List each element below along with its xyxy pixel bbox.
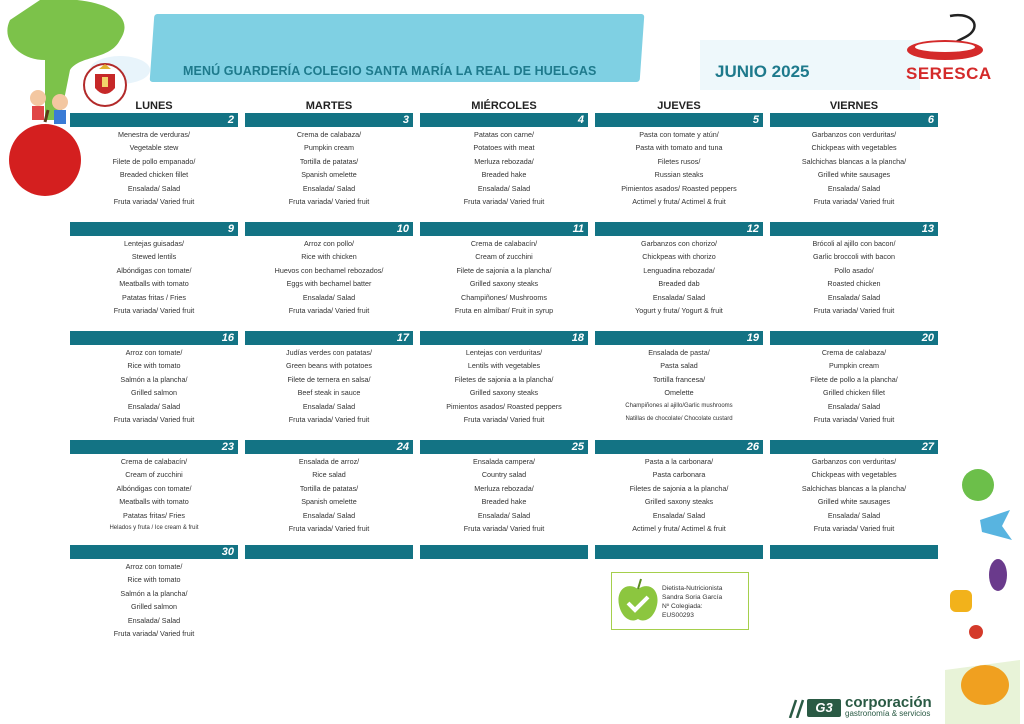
day-header-bar	[420, 331, 588, 345]
day-menu	[770, 128, 938, 208]
day-number: 6	[927, 114, 934, 126]
menu-item: Fruta variada/ Varied fruit	[463, 414, 545, 424]
menu-item: Patatas con carne/	[474, 130, 534, 139]
menu-item: Ensalada/ Salad	[827, 401, 881, 411]
menu-item: Lenguadina rebozada/	[643, 265, 715, 275]
day-cell	[770, 440, 938, 535]
menu-item: Ensalada/ Salad	[127, 401, 181, 411]
day-header-bar	[70, 331, 238, 345]
menu-item: Filete de pollo a la plancha/	[810, 374, 898, 384]
menu-item: Actimel y fruta/ Actimel & fruit	[632, 523, 726, 533]
day-header-bar	[420, 113, 588, 127]
day-cell	[595, 222, 763, 317]
day-menu	[595, 237, 763, 317]
menu-item: Crema de calabaza/	[821, 348, 887, 357]
dietitian-title: Dietista-Nutricionista	[662, 585, 723, 592]
menu-item: Potatoes with meat	[473, 143, 535, 153]
day-number: 10	[396, 223, 409, 235]
menu-item: Pumpkin cream	[304, 143, 354, 153]
menu-item: Patatas fritas / Fries	[122, 292, 186, 302]
day-header-bar	[245, 113, 413, 127]
menu-item: Russian steaks	[654, 170, 704, 180]
child-boy-icon	[52, 94, 68, 110]
menu-item: Grilled saxony steaks	[469, 279, 539, 289]
menu-item: Fruta variada/ Varied fruit	[463, 523, 545, 533]
menu-item: Meatballs with tomato	[119, 497, 189, 507]
menu-item: Rice with tomato	[127, 575, 181, 585]
menu-item: Champiñones al ajillo/Garlic mushrooms	[625, 402, 733, 409]
menu-item: Fruta variada/ Varied fruit	[113, 305, 195, 315]
menu-item: Fruta variada/ Varied fruit	[113, 628, 195, 638]
day-header-bar	[245, 222, 413, 236]
day-menu	[770, 455, 938, 535]
menu-item: Filetes de sajonia a la plancha/	[629, 483, 729, 493]
day-number: 11	[572, 223, 584, 235]
menu-item: Tortilla de patatas/	[299, 156, 359, 166]
menu-item: Fruta variada/ Varied fruit	[813, 305, 895, 315]
menu-item: Filete de ternera en salsa/	[287, 374, 371, 384]
menu-item: Menestra de verduras/	[118, 130, 190, 139]
day-header-bar	[770, 113, 938, 127]
menu-item: Pasta con tomate y atún/	[639, 130, 719, 139]
day-number: 26	[746, 441, 759, 453]
menu-item: Grilled salmon	[131, 602, 177, 612]
menu-item: Salchichas blancas a la plancha/	[801, 483, 907, 493]
day-menu	[70, 560, 238, 640]
menu-item: Champiñones/ Mushrooms	[461, 292, 547, 302]
menu-item: Merluza rebozada/	[474, 156, 534, 166]
pepper-icon	[950, 590, 972, 612]
footer-g3-mark: G3	[807, 699, 841, 717]
day-menu	[770, 237, 938, 317]
menu-item: Grilled saxony steaks	[469, 388, 539, 398]
day-cell	[420, 331, 588, 426]
menu-item: Fruta variada/ Varied fruit	[288, 305, 370, 315]
day-header-bar	[595, 440, 763, 454]
food-decoration	[940, 460, 1024, 724]
menu-item: Fruta variada/ Varied fruit	[288, 523, 370, 533]
tomato-icon	[969, 625, 983, 639]
day-cell	[770, 222, 938, 317]
day-cell	[770, 113, 938, 208]
menu-item: Arroz con tomate/	[125, 348, 183, 357]
menu-item: Country salad	[481, 470, 527, 480]
day-cell	[770, 545, 938, 560]
weekday-tuesday: MARTES	[305, 100, 353, 112]
menu-item: Crema de calabacín/	[470, 239, 538, 248]
menu-item: Fruta variada/ Varied fruit	[113, 196, 195, 206]
day-header-bar	[595, 545, 763, 559]
day-header-bar	[770, 222, 938, 236]
footer-subtitle: gastronomía & servicios	[845, 709, 931, 718]
day-menu	[770, 346, 938, 426]
menu-item: Albóndigas con tomate/	[116, 265, 192, 275]
day-cell	[245, 545, 413, 560]
menu-item: Actimel y fruta/ Actimel & fruit	[632, 196, 726, 206]
day-number: 24	[396, 441, 409, 453]
menu-item: Merluza rebozada/	[474, 483, 534, 493]
menu-item: Ensalada/ Salad	[652, 510, 706, 520]
menu-item: Grilled chicken fillet	[823, 388, 885, 398]
menu-item: Ensalada/ Salad	[827, 183, 881, 193]
day-number: 18	[571, 332, 584, 344]
menu-item: Pollo asado/	[834, 265, 874, 275]
menu-item: Lentejas guisadas/	[124, 239, 184, 248]
day-number: 20	[921, 332, 934, 344]
menu-item: Brócoli al ajillo con bacon/	[812, 239, 896, 248]
day-number: 3	[402, 114, 409, 126]
day-menu	[245, 237, 413, 317]
menu-item: Lentils with vegetables	[467, 361, 541, 371]
menu-item: Pasta salad	[660, 361, 698, 371]
menu-item: Salmón a la plancha/	[120, 374, 188, 384]
fish-icon	[980, 510, 1012, 540]
day-header-bar	[595, 222, 763, 236]
eggplant-icon	[989, 559, 1007, 591]
day-header-bar	[770, 331, 938, 345]
menu-item: Pimientos asados/ Roasted peppers	[621, 183, 737, 193]
menu-item: Fruta variada/ Varied fruit	[813, 196, 895, 206]
menu-item: Patatas fritas/ Fries	[123, 510, 185, 520]
day-cell	[595, 545, 763, 560]
menu-item: Meatballs with tomato	[119, 279, 189, 289]
day-number: 19	[746, 332, 759, 344]
menu-item: Ensalada/ Salad	[827, 292, 881, 302]
day-menu	[420, 455, 588, 535]
menu-item: Rice with tomato	[127, 361, 181, 371]
dietitian-reg-number: EUS00293	[662, 612, 694, 619]
day-menu	[245, 346, 413, 426]
menu-item: Roasted chicken	[827, 279, 881, 289]
menu-item: Ensalada/ Salad	[477, 183, 531, 193]
day-number: 16	[221, 332, 234, 344]
menu-item: Grilled salmon	[131, 388, 177, 398]
weekday-thursday: JUEVES	[657, 100, 701, 112]
menu-item: Arroz con pollo/	[304, 239, 354, 248]
menu-item: Judías verdes con patatas/	[286, 348, 372, 357]
weekday-friday: VIERNES	[829, 100, 879, 112]
menu-item: Cream of zucchini	[475, 252, 533, 262]
day-cell	[70, 331, 238, 426]
weekday-monday: LUNES	[135, 100, 173, 112]
menu-item: Filete de sajonia a la plancha/	[456, 265, 552, 275]
menu-item: Crema de calabacín/	[120, 457, 188, 466]
menu-item: Fruta variada/ Varied fruit	[113, 414, 195, 424]
menu-item: Beef steak in sauce	[297, 388, 361, 398]
green-apple-icon	[616, 577, 660, 625]
dietitian-reg-label: Nº Colegiada:	[662, 603, 703, 610]
day-cell	[595, 113, 763, 208]
day-header-bar	[420, 440, 588, 454]
menu-item: Breaded dab	[658, 279, 700, 289]
day-cell	[595, 440, 763, 535]
menu-item: Ensalada/ Salad	[827, 510, 881, 520]
menu-item: Garbanzos con verduritas/	[811, 130, 897, 139]
menu-item: Green beans with potatoes	[286, 361, 372, 371]
day-menu	[595, 346, 763, 426]
menu-item: Filetes rusos/	[657, 156, 701, 166]
menu-title: MENÚ GUARDERÍA COLEGIO SANTA MARÍA LA REAL DE HUELGAS	[183, 64, 597, 78]
day-number: 17	[396, 332, 409, 344]
day-header-bar	[70, 113, 238, 127]
menu-item: Ensalada/ Salad	[302, 183, 356, 193]
day-header-bar	[595, 113, 763, 127]
menu-item: Albóndigas con tomate/	[116, 483, 192, 493]
day-cell	[770, 331, 938, 426]
day-cell	[70, 113, 238, 208]
menu-item: Helados y fruta / Ice cream & fruit	[109, 524, 199, 531]
day-cell	[420, 113, 588, 208]
day-menu	[595, 455, 763, 535]
menu-item: Yogurt y fruta/ Yogurt & fruit	[635, 305, 723, 315]
menu-item: Filete de pollo empanado/	[112, 156, 196, 166]
day-number: 25	[571, 441, 584, 453]
menu-item: Ensalada/ Salad	[302, 401, 356, 411]
menu-item: Tortilla francesa/	[652, 374, 706, 384]
menu-item: Breaded hake	[481, 497, 527, 507]
day-cell	[420, 545, 588, 560]
seresca-wordmark: SERESCA	[906, 64, 992, 83]
day-menu	[245, 455, 413, 535]
day-header-bar	[595, 331, 763, 345]
day-menu	[70, 128, 238, 208]
menu-item: Grilled white sausages	[817, 497, 891, 507]
day-number: 4	[577, 114, 584, 126]
footer-brand: corporación	[845, 694, 932, 711]
menu-item: Ensalada/ Salad	[652, 292, 706, 302]
menu-item: Pimientos asados/ Roasted peppers	[446, 401, 562, 411]
menu-item: Rice with chicken	[301, 252, 357, 262]
menu-month: JUNIO 2025	[715, 62, 810, 81]
menu-item: Breaded chicken fillet	[119, 170, 189, 180]
day-menu	[70, 346, 238, 426]
day-menu	[70, 237, 238, 317]
day-menu	[595, 128, 763, 208]
day-header-bar	[420, 545, 588, 559]
day-number: 5	[752, 114, 759, 126]
menu-item: Fruta variada/ Varied fruit	[463, 196, 545, 206]
menu-item: Salmón a la plancha/	[120, 588, 188, 598]
menu-item: Ensalada/ Salad	[127, 183, 181, 193]
day-menu	[420, 346, 588, 426]
pot-icon	[961, 665, 1009, 705]
menu-item: Arroz con tomate/	[125, 562, 183, 571]
day-header-bar	[70, 545, 238, 559]
day-number: 23	[221, 441, 234, 453]
menu-item: Breaded hake	[481, 170, 527, 180]
day-header-bar	[70, 440, 238, 454]
menu-item: Fruta variada/ Varied fruit	[813, 414, 895, 424]
menu-item: Ensalada/ Salad	[302, 292, 356, 302]
day-cell	[70, 440, 238, 535]
menu-item: Pasta a la carbonara/	[644, 457, 714, 466]
day-header-bar	[245, 331, 413, 345]
menu-item: Ensalada de pasta/	[648, 348, 710, 357]
day-cell	[245, 440, 413, 535]
day-number: 30	[221, 546, 234, 558]
menu-item: Spanish omelette	[301, 170, 357, 180]
menu-item: Garbanzos con chorizo/	[641, 239, 717, 248]
dietitian-name: Sandra Soria García	[662, 594, 723, 601]
weekday-wednesday: MIÉRCOLES	[471, 100, 537, 112]
day-cell	[245, 331, 413, 426]
menu-item: Grilled saxony steaks	[644, 497, 714, 507]
day-cell	[420, 222, 588, 317]
menu-item: Garbanzos con verduritas/	[811, 457, 897, 466]
menu-item: Chickpeas with vegetables	[811, 470, 897, 480]
menu-item: Stewed lentils	[131, 252, 177, 262]
menu-item: Ensalada de arroz/	[298, 457, 360, 466]
day-header-bar	[70, 222, 238, 236]
menu-item: Spanish omelette	[301, 497, 357, 507]
menu-item: Eggs with bechamel batter	[286, 279, 372, 289]
menu-item: Pumpkin cream	[829, 361, 879, 371]
lettuce-icon	[962, 469, 994, 501]
menu-item: Crema de calabaza/	[296, 130, 362, 139]
day-cell	[70, 545, 238, 640]
day-cell	[245, 113, 413, 208]
menu-item: Omelette	[664, 388, 694, 398]
menu-item: Ensalada/ Salad	[477, 510, 531, 520]
day-menu	[70, 455, 238, 535]
menu-item: Filetes de sajonia a la plancha/	[454, 374, 554, 384]
day-number: 12	[746, 223, 759, 235]
menu-item: Chickpeas with vegetables	[811, 143, 897, 153]
menu-item: Ensalada/ Salad	[302, 510, 356, 520]
menu-item: Pasta with tomato and tuna	[635, 143, 723, 153]
menu-item: Fruta variada/ Varied fruit	[813, 523, 895, 533]
menu-item: Tortilla de patatas/	[299, 483, 359, 493]
day-menu	[420, 128, 588, 208]
footer-slash-icon	[788, 698, 806, 718]
menu-item: Ensalada campera/	[473, 457, 535, 466]
day-header-bar	[245, 440, 413, 454]
day-number: 9	[227, 223, 234, 235]
day-menu	[245, 128, 413, 208]
day-header-bar	[770, 545, 938, 559]
menu-item: Rice salad	[312, 470, 346, 480]
menu-item: Salchichas blancas a la plancha/	[801, 156, 907, 166]
menu-item: Lentejas con verduritas/	[465, 348, 543, 357]
menu-item: Garlic broccoli with bacon	[813, 252, 895, 262]
day-cell	[595, 331, 763, 426]
day-number: 13	[921, 223, 934, 235]
day-cell	[420, 440, 588, 535]
day-number: 2	[227, 114, 234, 126]
day-header-bar	[245, 545, 413, 559]
day-cell	[70, 222, 238, 317]
menu-item: Fruta en almíbar/ Fruit in syrup	[454, 305, 554, 315]
dietitian-info	[662, 584, 722, 620]
menu-item: Chickpeas with chorizo	[642, 252, 716, 262]
day-number: 27	[921, 441, 934, 453]
menu-item: Fruta variada/ Varied fruit	[288, 196, 370, 206]
day-menu	[420, 237, 588, 317]
menu-item: Pasta carbonara	[652, 470, 706, 480]
day-header-bar	[770, 440, 938, 454]
day-cell	[245, 222, 413, 317]
menu-item: Ensalada/ Salad	[127, 615, 181, 625]
menu-item: Fruta variada/ Varied fruit	[288, 414, 370, 424]
menu-item: Huevos con bechamel rebozados/	[274, 265, 384, 275]
menu-item: Cream of zucchini	[125, 470, 183, 480]
menu-item: Natillas de chocolate/ Chocolate custard	[625, 415, 733, 422]
menu-item: Grilled white sausages	[817, 170, 891, 180]
day-header-bar	[420, 222, 588, 236]
child-girl-icon	[30, 90, 46, 106]
menu-item: Vegetable stew	[129, 143, 179, 153]
